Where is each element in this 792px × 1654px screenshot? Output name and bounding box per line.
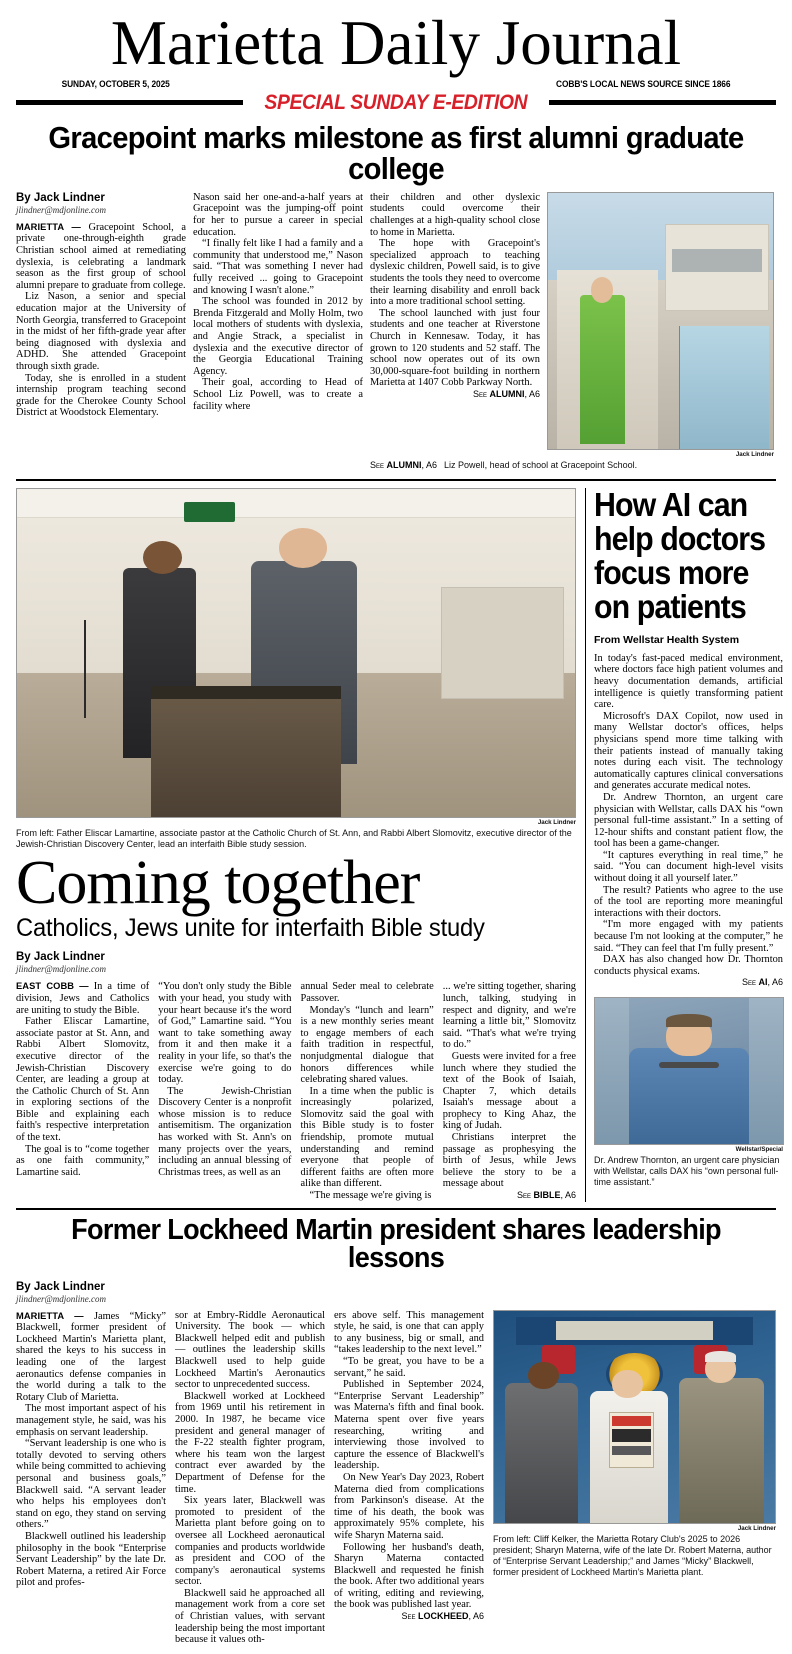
bible-column-1 [16, 951, 149, 1201]
ai-headline[interactable]: How AI can help doctors focus more on patients [594, 485, 766, 625]
photo-wall-panel [441, 587, 564, 699]
ai-jumpline[interactable] [594, 977, 783, 989]
lockheed-p12: On New Year's Day 2023, Robert Materna died from complications from Parkinson's disease. At the time of his death, the book was approximately 95% complete, his wife Sharyn Materna said. [334, 1471, 484, 1541]
alumni-photo [547, 192, 774, 450]
bible-column-4 [443, 951, 576, 1201]
bible-p10: ... we're sitting together, sharing lunch, talking, studying in respect and dignity, and we're learning a little bit,” Slomovitz said. “That's what we're trying to do.” [442, 981, 576, 1051]
exit-sign-icon [184, 502, 234, 522]
bible-body-col1 [16, 981, 149, 1178]
bible-body-col4 [443, 981, 576, 1201]
alumni-caption-row [370, 460, 774, 471]
bible-p7: Monday's “lunch and learn” is a new monthly series meant to engage members of each faith tradition in respectful, nonjudgmental dialogue that honors differences while celebrating shared values. [300, 1004, 434, 1086]
alumni-headline[interactable]: Gracepoint marks milestone as first alumni graduate college [48, 119, 744, 186]
bible-p4: “You don't only study the Bible with your head, you study with your heart because it's the word of God,” Lamartine said. “You want to take something away from it and then make it a reality in your life, so that's the exercise we're going to do today. [158, 981, 292, 1086]
lockheed-byline: By Jack Lindner [16, 1280, 105, 1293]
photo-subject-head [591, 277, 614, 303]
alumni-p7: Their goal, according to Head of School Liz Powell, was to create a facility where [193, 377, 363, 412]
bible-p5: The Jewish-Christian Discovery Center is a nonprofit whose mission is to reduce antisemitism. The organization has worked with St. Ann's on many projects over the years, including an annual blessing of Christmas trees, as well as an [158, 1085, 292, 1178]
special-edition-label: SPECIAL SUNDAY E-EDITION [264, 90, 528, 114]
photo-sign-text [672, 249, 762, 272]
stethoscope-icon [659, 1062, 719, 1068]
ai-p2: Microsoft's DAX Copilot, now used in many Wellstar doctor's offices, helps physicians spend more time talking with their patients instead of manually taking notes during each visit. The technology automatically captures clinical conversations and generates accurate medical notes. [594, 710, 783, 792]
lockheed-article [16, 1213, 776, 1646]
alumni-p3: Today, she is enrolled in a student internship program teaching second grade for the Cherokee County School District at Woodstock Elementary. [16, 372, 186, 419]
bible-ai-section [16, 485, 783, 1202]
lockheed-photo [493, 1310, 776, 1524]
lockheed-photo-caption: From left: Cliff Kelker, the Marietta Rotary Club's 2025 to 2026 president; Sharyn Materna, wife of the late Dr. Robert Materna, author of “Enterprise Servant Leadership;” and James “Micky” Blackwell, former president of Lockheed Martin's Marietta plant. [493, 1533, 772, 1577]
alumni-p6: The school was founded in 2012 by Brenda Fitzgerald and Molly Holm, two local mothers of students with dyslexia, and Angie Strack, a specialist in dyslexia and the executive director of the Georgia Educational Training Agency. [193, 296, 363, 377]
lockheed-p6: Blackwell worked at Lockheed from 1969 until his retirement in 2000. In 1987, he became vice president and general manager of the F-22 stealth fighter program, where his team won the largest contract ever awarded by the Department of Defense for the time. [175, 1390, 325, 1495]
alumni-caption-jump-label: ALUMNI [386, 459, 422, 470]
book-subtitle-band [612, 1446, 651, 1454]
ai-photo-caption: Dr. Andrew Thornton, an urgent care physician with Wellstar, calls DAX his “own personal full-time assistant.” [594, 1155, 780, 1187]
masthead-title: Marietta Daily Journal [110, 8, 682, 78]
bible-p3: The goal is to “come together as one faith community,” Lamartine said. [16, 1143, 150, 1178]
photo-podium-top [151, 686, 341, 699]
lockheed-photo-block [493, 1281, 776, 1646]
ai-photo [594, 997, 784, 1145]
photo-left-panel [595, 998, 629, 1144]
alumni-p1: Gracepoint School, a private one-through-eighth grade Christian school aimed at remediating dyslexia, is celebrating a landmark season as the first group of school alumni prepare to graduate from college. [16, 221, 186, 291]
lockheed-p8: Blackwell said he approached all management work from a core set of Christian values, with servant leadership being the most important because it values oth- [175, 1587, 325, 1646]
lockheed-p3: “Servant leadership is one who is totally devoted to serving others while being committed to achieving personal and business goals,” Blackwell said. “A servant leader who helps his employees don't stand on ego, they stand on serving others.” [16, 1438, 166, 1531]
bible-headline[interactable]: Coming together [16, 848, 420, 917]
special-edition-banner [16, 91, 776, 115]
alumni-dateline: MARIETTA — [16, 221, 81, 232]
photo-doctor-hair [666, 1014, 711, 1027]
alumni-byline-email[interactable]: jlindner@mdjonline.com [16, 204, 107, 215]
masthead-slogan: COBB'S LOCAL NEWS SOURCE SINCE 1866 [556, 78, 731, 90]
alumni-column-1 [16, 192, 186, 471]
alumni-p2: Liz Nason, a senior and special education major at the University of North Georgia, transferred to Gracepoint in the midst of her fifth-grade year after being diagnosed with dyslexia and ADHD. She attended Gracepoint through sixth grade. [16, 291, 186, 372]
photo-person-right-head [279, 528, 326, 567]
alumni-photo-credit: Jack Lindner [735, 450, 774, 458]
photo-person-1-suit [505, 1383, 578, 1523]
bible-body-col2 [158, 981, 291, 1178]
photo-right-panel [749, 998, 783, 1144]
ai-jump-page: , A6 [767, 977, 783, 988]
ai-jump-target: AI [758, 977, 768, 988]
alumni-jump-target: ALUMNI [489, 388, 525, 399]
photo-person-1-head [528, 1362, 559, 1390]
lockheed-p11: Published in September 2024, “Enterprise Servant Leadership” was Materna's fifth and final book. Materna spent over five years researching, writing and interviewing those involved to capture the essence of Blackwell's leadership. [334, 1379, 484, 1472]
rotary-club-banner-text [556, 1321, 713, 1340]
bible-columns [16, 951, 576, 1201]
lockheed-p7: Six years later, Blackwell was promoted to president of the Marietta plant before going on to oversee all Lockheed aeronautical companies and products worldwide as president and COO of the company's aeronautical systems sector. [175, 1495, 325, 1588]
book-title-band [612, 1416, 651, 1427]
ai-p5: The result? Patients who agree to the use of the tool are reporting more meaningful interactions with their doctors. [594, 884, 783, 919]
alumni-body-col3 [370, 192, 540, 401]
photo-door-frame [679, 326, 680, 449]
masthead [16, 10, 776, 115]
ai-photo-credit: Wellstar/Special [735, 1146, 783, 1153]
alumni-article-section [16, 192, 776, 471]
bible-jumpline[interactable] [443, 1190, 576, 1202]
banner-rule-left [16, 100, 243, 105]
bible-p2: Father Eliscar Lamartine, associate pastor at St. Ann, and Rabbi Albert Slomovitz, executive director of the Jewish-Christian Discovery Center, are leading a group at the Catholic Church of St. Ann in exploring sections of the Bible and explaining each faith's respective interpretation of the text. [16, 1016, 150, 1144]
bible-byline: By Jack Lindner [16, 951, 105, 964]
lockheed-p2: The most important aspect of his management style, he said, was his emphasis on servant leadership. [16, 1403, 166, 1438]
alumni-body-col2 [193, 192, 363, 412]
lockheed-columns [16, 1281, 776, 1646]
alumni-jumpline[interactable] [370, 389, 540, 401]
bible-column-3 [301, 951, 434, 1201]
photo-person-left-head [143, 541, 182, 574]
photo-person-2-head [612, 1370, 643, 1398]
ai-p7: DAX has also changed how Dr. Thornton conducts physical exams. [594, 954, 783, 977]
bible-article [16, 488, 576, 1202]
bible-dateline: EAST COBB — [16, 981, 89, 992]
bible-jump-page: , A6 [560, 1190, 576, 1201]
bible-p9: “The message we're giving is [309, 1190, 432, 1202]
banner-rule-right [549, 100, 776, 105]
lockheed-photo-credit: Jack Lindner [737, 1524, 776, 1532]
alumni-p8: their children and other dyslexic students could overcome their challenges at a high-quality school close to home in Marietta. [370, 191, 540, 238]
bible-p12: Christians interpret the passage as prophesying the birth of Jesus, while Jews believe the story to be a message about [442, 1132, 576, 1190]
photo-person-3-suit [679, 1378, 763, 1522]
bible-photo-caption: From left: Father Eliscar Lamartine, associate pastor at the Catholic Church of St. Ann, and Rabbi Albert Slomovitz, executive director of the Jewish-Christian Discovery Center, lead an interfaith Bible study session. [16, 827, 572, 849]
photo-person-3-hair [705, 1351, 736, 1362]
bible-photo-credit: Jack Lindner [537, 818, 576, 826]
alumni-p5: “I finally felt like I had a family and a community that understood me,” Nason said. “That was something I never had fully received ... going to Gracepoint and knowing I wasn't alone.” [193, 238, 363, 296]
alumni-see-label: See [472, 388, 487, 399]
bible-photo [16, 488, 576, 818]
alumni-p9: The hope with Gracepoint's specialized approach to teaching dyslexic children, Powell said, is to give students the tools they need to overcome their learning disability and enroll back into a more traditional school setting. [370, 238, 540, 308]
bible-byline-email[interactable]: jlindner@mdjonline.com [16, 964, 107, 975]
lockheed-jump-page: , A6 [468, 1611, 484, 1622]
alumni-photo-col [547, 192, 774, 459]
lockheed-p1: James “Micky” Blackwell, former president of Lockheed Martin's Marietta plant, shared the keys to his success in leading one of the largest aeronautics defense companies in the world during a talk to the Rotary Club of Marietta. [16, 1310, 167, 1403]
lockheed-column-3 [334, 1281, 484, 1646]
lockheed-body-col2 [175, 1310, 325, 1646]
bible-p8: In a time when the public is increasingly polarized, Slomovitz said the goal with this Bible study is to foster friendship, promote mutual understanding and remind everyone that people of different faiths are often more alike than different. [300, 1085, 434, 1190]
alumni-photo-caption: Liz Powell, head of school at Gracepoint School. [444, 459, 638, 470]
ai-p1: In today's fast-paced medical environment, where doctors face high patient volumes and heavy documentation demands, artificial intelligence is quietly transforming patient care. [594, 652, 783, 711]
photo-mic-stand [84, 620, 86, 718]
ai-p4: “It captures everything in real time,” he said. “You can document high-level visits without doing it all yourself later.” [594, 849, 783, 885]
alumni-jump-page: , A6 [524, 388, 540, 399]
lockheed-headline[interactable]: Former Lockheed Martin president shares leadership lessons [71, 1213, 721, 1275]
bible-see-label: See [516, 1190, 531, 1201]
alumni-p10: The school launched with just four students and one teacher at Riverstone Church in Kennesaw. Today, it has grown to 120 students and 52 staff. The school now operates out of its own 30,000-square-foot building in northern Marietta at 1407 Cobb Parkway North. [370, 307, 540, 389]
ai-p6: “I'm more engaged with my patients because I'm not looking at the computer,” he said. “They can feel that I'm fully present.” [594, 919, 783, 954]
lockheed-body-col1 [16, 1311, 166, 1589]
photo-glass-doors [679, 326, 769, 449]
bible-p11: Guests were invited for a free lunch where they studied the text of the Book of Isaiah, Chapter 7, which details Isaiah's message about a prophecy to King Ahaz, the king of Judah. [442, 1050, 576, 1132]
bible-jump-target: BIBLE [533, 1190, 561, 1201]
lockheed-p9: ers above self. This management style, he said, is one that can apply to any business, big or small, and “takes leadership to the next level.” [334, 1309, 484, 1356]
lockheed-column-1 [16, 1281, 166, 1646]
ai-article [585, 485, 783, 1202]
lockheed-see-label: See [401, 1611, 416, 1622]
alumni-p4: Nason said her one-and-a-half years at Gracepoint was the jumping-off point for her to pursue a career in special education. [193, 191, 363, 238]
ai-body [594, 653, 783, 989]
bible-p1: In a time of division, Jews and Catholics are uniting to study the Bible. [16, 981, 150, 1016]
section-divider-2 [16, 1208, 776, 1210]
ai-p3: Dr. Andrew Thornton, an urgent care physician with Wellstar, calls DAX his “own personal full-time assistant.” In a setting of 12-hour shifts and constant patient flow, the tool has been a game-changer. [594, 791, 783, 850]
alumni-caption-jump-page: , A6 [421, 459, 438, 470]
publication-date: SUNDAY, OCTOBER 5, 2025 [61, 78, 170, 90]
alumni-column-2 [193, 192, 363, 471]
bible-column-2 [158, 951, 291, 1201]
photo-podium [151, 692, 341, 817]
alumni-caption-see: See [370, 459, 385, 470]
photo-subject-figure [580, 295, 625, 443]
bible-body-col3 [301, 981, 434, 1201]
alumni-body-col1 [16, 222, 186, 419]
lockheed-dateline: MARIETTA — [16, 1310, 84, 1321]
lockheed-p10: “To be great, you have to be a servant,” he said. [334, 1356, 484, 1379]
ai-source-line: From Wellstar Health System [594, 633, 740, 646]
alumni-photo-block [370, 192, 774, 471]
alumni-byline: By Jack Lindner [16, 191, 105, 204]
lockheed-column-2 [175, 1281, 325, 1646]
bible-p6: annual Seder meal to celebrate Passover. [300, 981, 434, 1004]
masthead-meta-row [62, 79, 731, 90]
lockheed-p5: sor at Embry-Riddle Aeronautical University. The book — which Blackwell helped edit and publish — outlines the leadership skills Blackwell used to help guide Lockheed Martin's Aeronautics sector to unprecedented success. [175, 1309, 325, 1391]
lockheed-body-col3 [334, 1310, 484, 1623]
book-image-band [612, 1429, 651, 1442]
lockheed-p13: Following her husband's death, Sharyn Materna contacted Blackwell and requested he finish the book. After two additional years of writing, editing and reviewing, the book was published last year. [334, 1541, 484, 1611]
photo-ceiling [17, 489, 575, 519]
alumni-caption-jump[interactable] [370, 460, 437, 470]
ai-see-label: See [741, 977, 756, 988]
section-divider-1 [16, 479, 776, 481]
lockheed-byline-email[interactable]: jlindner@mdjonline.com [16, 1293, 107, 1304]
lockheed-jumpline[interactable] [334, 1611, 484, 1623]
lockheed-p4: Blackwell outlined his leadership philosophy in the book “Enterprise Servant Leadership” by the late Dr. Robert Materna, a retired Air Force pilot and profes- [16, 1530, 166, 1589]
bible-subheadline: Catholics, Jews unite for interfaith Bible study [16, 914, 485, 943]
alumni-column-3 [370, 192, 540, 459]
lockheed-jump-target: LOCKHEED [417, 1611, 469, 1622]
